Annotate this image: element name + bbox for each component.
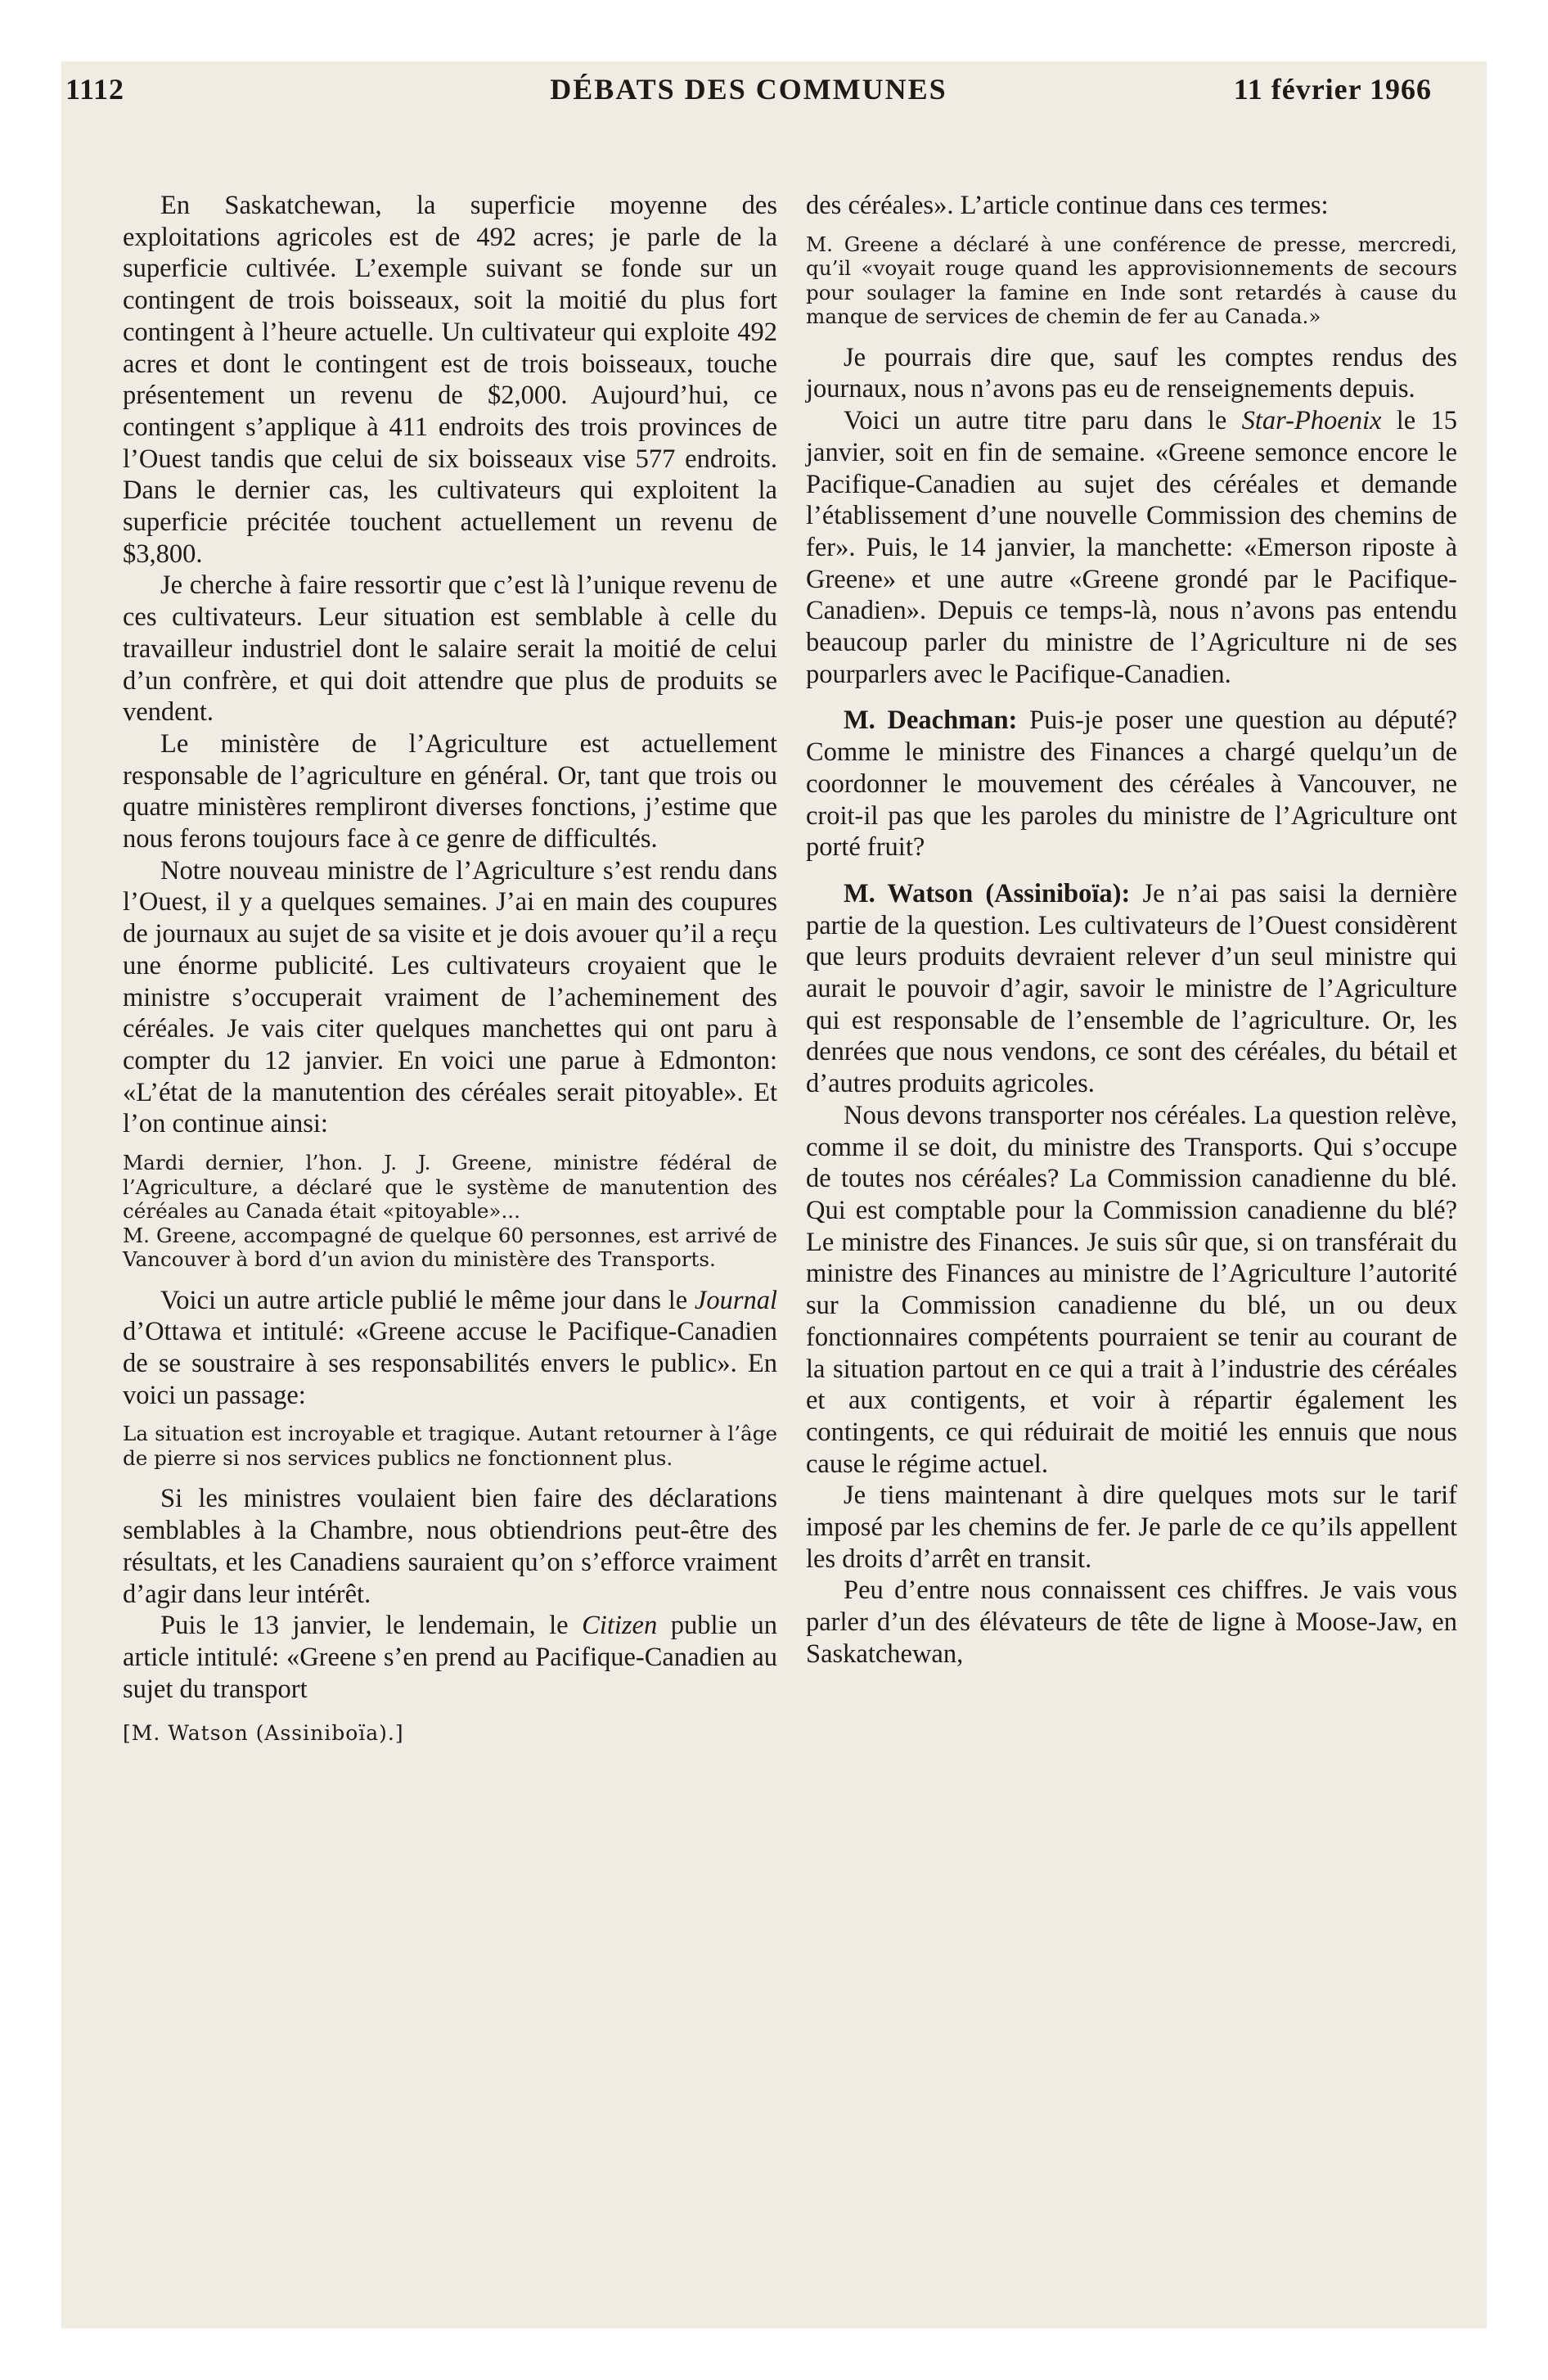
- block-quote: Mardi dernier, l’hon. J. J. Greene, ministre fédéral de l’Agriculture, a déclaré que le système de manutention des céréales au Canada était «pitoyable»...: [123, 1151, 777, 1224]
- page-header: [65, 72, 1432, 115]
- paragraph: Notre nouveau ministre de l’Agriculture s’est rendu dans l’Ouest, il y a quelques semaines. J’ai en main des coupures de journaux au sujet de sa visite et je dois avouer qu’il a reçu une énorme publicité. Les cultivateurs croyaient que le ministre s’occuperait vraiment de l’acheminement des céréales. Je vais citer quelques manchettes qui ont paru à compter du 12 janvier. En voici une parue à Edmonton: «L’état de la manutention des céréales serait pitoyable». Et l’on continue ainsi:: [123, 855, 777, 1139]
- paragraph: Le ministère de l’Agriculture est actuellement responsable de l’agriculture en général. Or, tant que trois ou quatre ministères rempliront diverses fonctions, j’estime que nous ferons toujours face à ce genre de difficultés.: [123, 728, 777, 854]
- page-number: 1112: [65, 73, 125, 106]
- speech-paragraph: M. Watson (Assiniboïa): Je n’ai pas saisi la dernière partie de la question. Les cultivateurs de l’Ouest considèrent que leurs produits devraient relever d’un seul ministre qui aurait le pouvoir d’agir, savoir le ministre de l’Agriculture qui est responsable de l’ensemble de l’agriculture. Or, les denrées que nous vendons, ce sont des céréales, du bétail et d’autres produits agricoles.: [806, 878, 1457, 1099]
- block-quote: M. Greene a déclaré à une conférence de presse, mercredi, qu’il «voyait rouge quand les approvisionnements de secours pour soulager la famine en Inde sont retardés à cause du manque de services de chemin de fer au Canada.»: [806, 232, 1457, 329]
- paragraph: Nous devons transporter nos céréales. La question relève, comme il se doit, du ministre des Transports. Qui s’occupe de toutes nos céréales? La Commission canadienne du blé. Qui est comptable pour la Commission canadienne du blé? Le ministre des Finances. Je suis sûr que, si on transférait du ministre des Finances au ministre de l’Agriculture l’autorité sur la Commission canadienne du blé, un ou deux fonctionnaires compétents pourraient se tenir au courant de la situation partout en ce qui a trait à l’industrie des céréales et aux contigents, et voir à répartir également les contingents, ce qui réduirait de moitié les ennuis que nous cause le régime actuel.: [806, 1100, 1457, 1479]
- right-column: [806, 190, 1457, 1670]
- issue-date: 11 février 1966: [1233, 73, 1432, 106]
- paragraph: Puis le 13 janvier, le lendemain, le Citizen publie un article intitulé: «Greene s’en prend au Pacifique-Canadien au sujet du transport: [123, 1611, 777, 1704]
- paragraph: Si les ministres voulaient bien faire des déclarations semblables à la Chambre, nous obtiendrions peut-être des résultats, et les Canadiens sauraient qu’on s’efforce vraiment d’agir dans leur intérêt.: [123, 1484, 777, 1609]
- paragraph: Peu d’entre nous connaissent ces chiffres. Je vais vous parler d’un des élévateurs de tête de ligne à Moose-Jaw, en Saskatchewan,: [806, 1575, 1457, 1669]
- publication-title: DÉBATS DES COMMUNES: [550, 73, 947, 106]
- speaker-attribution: [M. Watson (Assiniboïa).]: [123, 1721, 404, 1746]
- speaker-name: M. Watson (Assiniboïa):: [844, 878, 1131, 908]
- block-quote: La situation est incroyable et tragique. Autant retourner à l’âge de pierre si nos services publics ne fonctionnent plus.: [123, 1422, 777, 1470]
- paragraph: des céréales». L’article continue dans ces termes:: [806, 191, 1329, 220]
- newspaper-title: Star-Phoenix: [1241, 406, 1382, 436]
- paragraph: Voici un autre article publié le même jour dans le Journal d’Ottawa et intitulé: «Greene accuse le Pacifique-Canadien de se soustraire à ses responsabilités envers le public». En voici un passage:: [123, 1285, 777, 1410]
- paragraph: Je cherche à faire ressortir que c’est là l’unique revenu de ces cultivateurs. Leur situation est semblable à celle du travailleur industriel dont le salaire serait la moitié de celui d’un confrère, et qui doit attendre que plus de produits se vendent.: [123, 570, 777, 728]
- speech-paragraph: M. Deachman: Puis-je poser une question au député? Comme le ministre des Finances a chargé quelqu’un de coordonner le mouvement des céréales à Vancouver, ne croit-il pas que les paroles du ministre de l’Agriculture ont porté fruit?: [806, 705, 1458, 863]
- paragraph: Voici un autre titre paru dans le Star-Phoenix le 15 janvier, soit en fin de semaine. «Greene semonce encore le Pacifique-Canadien au sujet des céréales et demande l’établissement d’une nouvelle Commission des chemins de fer». Puis, le 14 janvier, la manchette: «Emerson riposte à Greene» et une autre «Greene grondé par le Pacifique-Canadien». Depuis ce temps-là, nous n’avons pas entendu beaucoup parler du ministre de l’Agriculture ni de ses pourparlers avec le Pacifique-Canadien.: [806, 406, 1457, 689]
- paragraph: Je pourrais dire que, sauf les comptes rendus des journaux, nous n’avons pas eu de renseignements depuis.: [806, 342, 1457, 404]
- left-column: [123, 190, 777, 1745]
- paragraph: Je tiens maintenant à dire quelques mots sur le tarif imposé par les chemins de fer. Je parle de ce qu’ils appellent les droits d’arrêt en transit.: [806, 1481, 1457, 1574]
- speaker-name: M. Deachman:: [844, 705, 1018, 736]
- block-quote: M. Greene, accompagné de quelque 60 personnes, est arrivé de Vancouver à bord d’un avion du ministère des Transports.: [123, 1223, 777, 1272]
- newspaper-title: Journal: [694, 1285, 777, 1315]
- newspaper-title: Citizen: [582, 1611, 658, 1641]
- paragraph: En Saskatchewan, la superficie moyenne des exploitations agricoles est de 492 acres; je parle de la superficie cultivée. L’exemple suivant se fonde sur un contingent de trois boisseaux, soit la moitié du plus fort contingent à l’heure actuelle. Un cultivateur qui exploite 492 acres et dont le contingent est de trois boisseaux, touche présentement un revenu de $2,000. Aujourd’hui, ce contingent s’applique à 411 endroits des trois provinces de l’Ouest tandis que celui de six boisseaux vise 577 endroits. Dans le dernier cas, les cultivateurs qui exploitent la superficie précitée touchent actuellement un revenu de $3,800.: [123, 191, 777, 569]
